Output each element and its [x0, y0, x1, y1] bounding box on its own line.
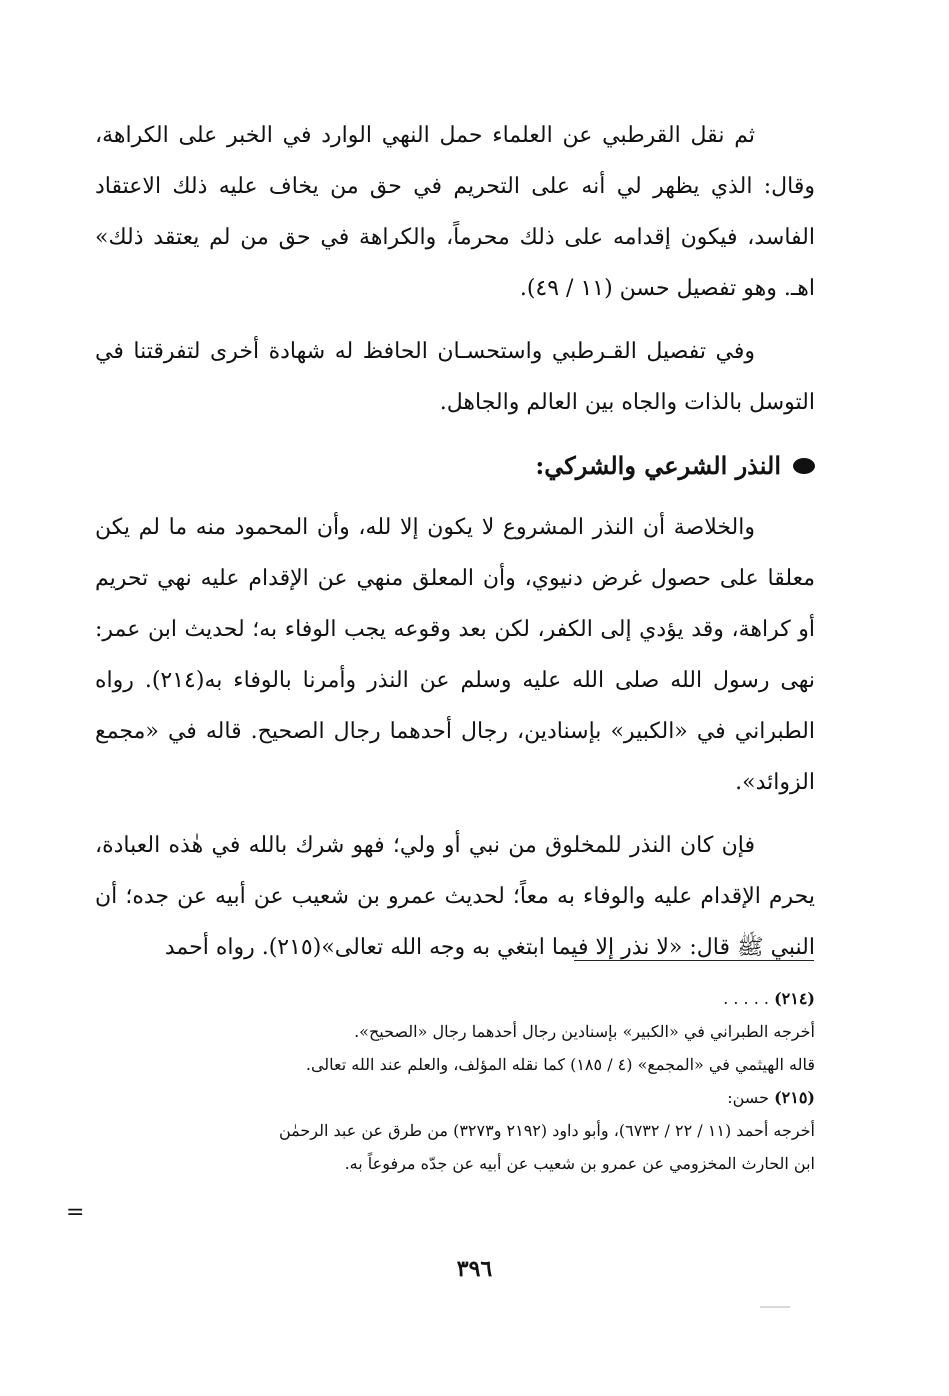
- footnote-215-line-1: أخرجه أحمد (١١ / ٢٢ / ٦٧٣٢)، وأبو داود (٢١٩٢ و٣٢٧٣) من طرق عن عبد الرحمٰن: [278, 1121, 815, 1140]
- footnote-separator: [574, 960, 814, 961]
- section-heading: [95, 440, 815, 492]
- continuation-mark: =: [66, 1200, 85, 1225]
- page-number: ٣٩٦: [456, 1256, 493, 1282]
- footnote-215-line-2: ابن الحارث المخزومي عن عمرو بن شعيب عن أبيه عن جدّه مرفوعاً به.: [344, 1154, 815, 1173]
- section-heading-text: النذر الشرعي والشركي:: [535, 451, 781, 480]
- footnote-214-number: (٢١٤): [774, 989, 815, 1008]
- footnote-214-line-1: أخرجه الطبراني في «الكبير» بإسنادين رجال أحدهما رجال «الصحيح».: [354, 1022, 815, 1041]
- paragraph-khulasa: والخلاصة أن النذر المشروع لا يكون إلا لله، وأن المحمود منه ما لم يكن معلقا على حصول غرض دنيوي، وأن المعلق منهي عن الإقدام عليه نهي تحريم أو كراهة، وقد يؤدي إلى الكفر، لكن بعد وقوعه يجب الوفاء به؛ لحديث ابن عمر: نهى رسول الله صلى الله عليه وسلم عن النذر وأمرنا بالوفاء به(٢١٤). رواه الطبراني في «الكبير» بإسنادين، رجال أحدهما رجال الصحيح. قاله في «مجمع الزوائد».: [95, 515, 815, 795]
- footnote-215-label: حسن:: [727, 1088, 769, 1107]
- scan-mark: [760, 1306, 790, 1308]
- main-text: [95, 110, 815, 985]
- footnote-215-header: [95, 1081, 815, 1114]
- footnote-214-header: [95, 982, 815, 1015]
- paragraph-nadhr-makhluq: فإن كان النذر للمخلوق من نبي أو ولي؛ فهو شرك بالله في هٰذه العبادة، يحرم الإقدام عليه والوفاء به معاً؛ لحديث عمرو بن شعيب عن أبيه عن جده؛ أن النبي ﷺ قال: «لا نذر إلا فيما ابتغي به وجه الله تعالى»(٢١٥). رواه أحمد: [95, 833, 815, 960]
- paragraph-qurtubi: ثم نقل القرطبي عن العلماء حمل النهي الوارد في الخبر على الكراهة، وقال: الذي يظهر لي أنه على التحريم في حق من يخاف عليه ذلك الاعتقاد الفاسد، فيكون إقدامه على ذلك محرماً، والكراهة في حق من لم يعتقد ذلك» اهـ. وهو تفصيل حسن (١١ / ٤٩).: [95, 123, 815, 301]
- footnote-215-number: (٢١٥): [774, 1088, 815, 1107]
- bullet-icon: [793, 458, 815, 474]
- footnote-214-line-2: قاله الهيثمي في «المجمع» (٤ / ١٨٥) كما نقله المؤلف، والعلم عند الله تعالى.: [305, 1055, 815, 1074]
- paragraph-tafsil: وفي تفصيل القـرطبي واستحسـان الحافظ له شهادة أخرى لتفرقتنا في التوسل بالذات والجاه بين العالم والجاهل.: [95, 339, 815, 415]
- footnote-214-dots: . . . . .: [723, 989, 769, 1008]
- footnotes: [95, 982, 815, 1180]
